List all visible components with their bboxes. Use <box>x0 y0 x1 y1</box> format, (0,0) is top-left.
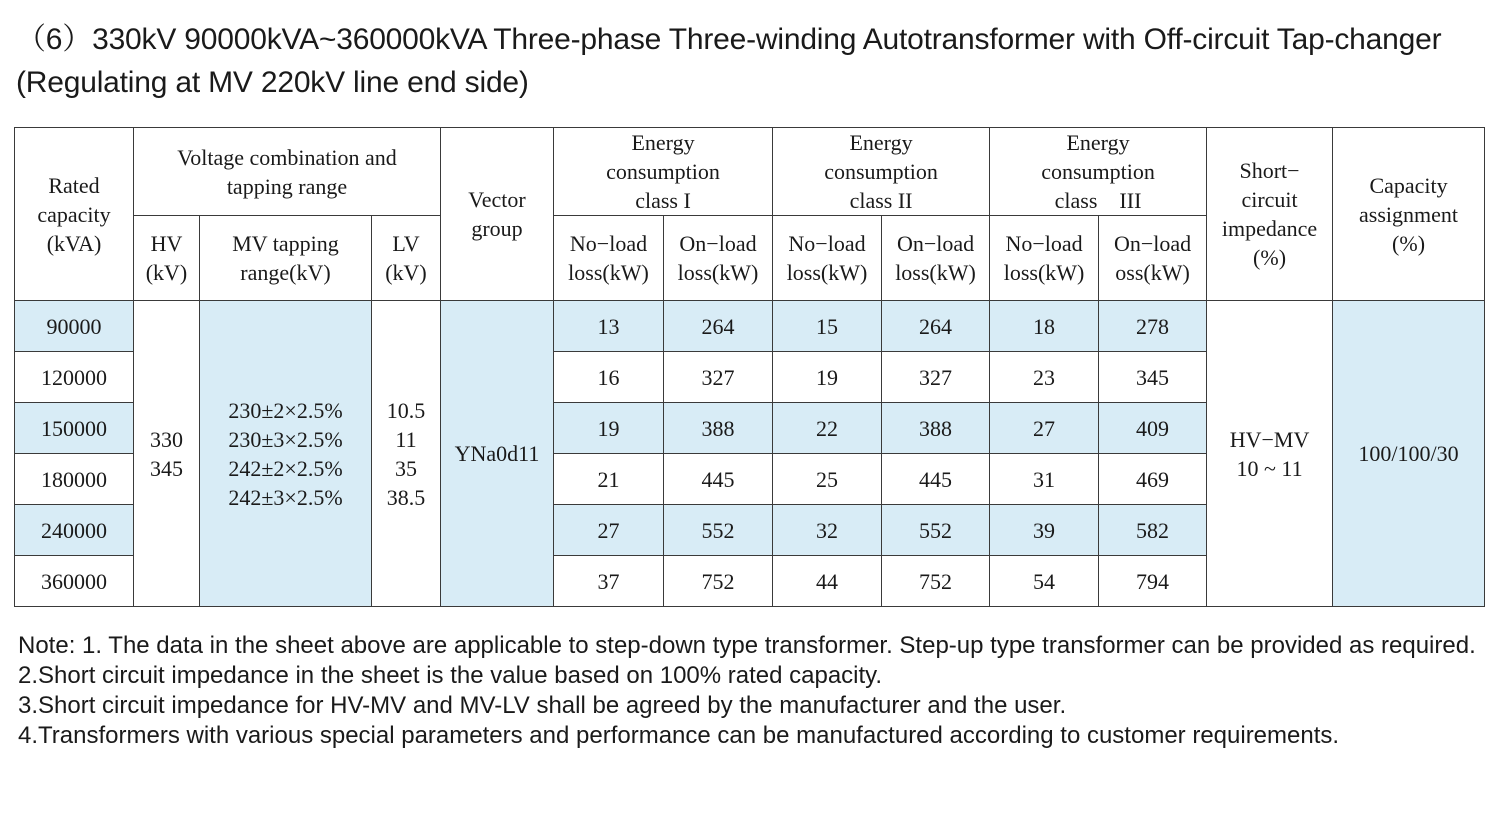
header-onload-class-1 <box>664 216 773 301</box>
cell-capacity-assignment: 100/100/30 <box>1333 301 1485 607</box>
header-onload-class-3 <box>1099 216 1207 301</box>
header-onload-class-2 <box>882 216 990 301</box>
header-text: loss(kW) <box>895 260 976 285</box>
impedance-value: HV−MV <box>1229 426 1310 452</box>
note-2: 2.Short circuit impedance in the sheet is the value based on 100% rated capacity. <box>18 662 883 689</box>
cell-c3-noload: 31 <box>990 454 1099 505</box>
header-text: consumption <box>606 159 720 184</box>
cell-c2-onload: 445 <box>882 454 990 505</box>
header-text: class II <box>849 188 913 213</box>
header-noload-class-2 <box>773 216 882 301</box>
spec-table <box>14 127 1485 607</box>
cell-mv-tapping-values <box>200 301 372 607</box>
hv-value: 330 <box>150 426 183 452</box>
header-voltage-combination <box>134 128 441 216</box>
header-text: Energy <box>849 130 913 155</box>
cell-c1-noload: 13 <box>554 301 664 352</box>
cell-c1-onload: 445 <box>664 454 773 505</box>
cell-capacity: 180000 <box>15 454 134 505</box>
header-text: Short− <box>1239 158 1300 183</box>
header-text: oss(kW) <box>1115 260 1190 285</box>
header-text: No−load <box>788 231 866 256</box>
header-text: circuit <box>1241 187 1298 212</box>
header-text: loss(kW) <box>677 260 759 285</box>
cell-c2-onload: 264 <box>882 301 990 352</box>
header-text: (kVA) <box>46 230 102 256</box>
cell-c3-onload: 794 <box>1099 556 1207 607</box>
cell-c3-noload: 18 <box>990 301 1099 352</box>
cell-c2-onload: 327 <box>882 352 990 403</box>
header-text: consumption <box>1041 159 1155 184</box>
header-mv-tapping <box>200 216 372 301</box>
cell-c3-noload: 54 <box>990 556 1099 607</box>
cell-c1-onload: 752 <box>664 556 773 607</box>
cell-c3-onload: 582 <box>1099 505 1207 556</box>
cell-c1-noload: 19 <box>554 403 664 454</box>
header-text: No−load <box>569 231 648 256</box>
page-title: （6）330kV 90000kVA~360000kVA Three-phase Three-winding Autotransformer with Off-circuit Tap-changer (Regulating at MV 220kV line end side) <box>16 23 1442 99</box>
header-text: Rated <box>48 172 100 198</box>
cell-hv-values <box>134 301 200 607</box>
header-text: Voltage combination and tapping range <box>177 144 397 199</box>
header-text: range(kV) <box>240 260 331 285</box>
header-text: Vector <box>468 187 526 212</box>
header-text: Energy <box>631 130 695 155</box>
header-text: (kV) <box>385 260 427 285</box>
cell-c2-noload: 15 <box>773 301 882 352</box>
cell-c2-noload: 44 <box>773 556 882 607</box>
header-text: LV <box>392 231 420 256</box>
cell-impedance <box>1207 301 1333 607</box>
cell-c1-onload: 552 <box>664 505 773 556</box>
cell-c2-onload: 752 <box>882 556 990 607</box>
cell-c2-onload: 388 <box>882 403 990 454</box>
cell-c1-noload: 16 <box>554 352 664 403</box>
cell-c3-noload: 27 <box>990 403 1099 454</box>
cell-c1-noload: 37 <box>554 556 664 607</box>
note-4: 4.Transformers with various special parameters and performance can be manufactured according to customer requirements. <box>18 722 1340 749</box>
header-text: HV <box>150 231 183 256</box>
lv-value: 11 <box>395 426 417 452</box>
header-capacity-assignment <box>1333 128 1485 301</box>
header-text: group <box>471 216 523 241</box>
note-3: 3.Short circuit impedance for HV-MV and MV-LV shall be agreed by the manufacturer and the user. <box>18 692 1067 719</box>
header-text: assignment <box>1359 201 1459 227</box>
cell-capacity: 150000 <box>15 403 134 454</box>
mv-tapping-value: 242±3×2.5% <box>228 484 343 510</box>
cell-c3-noload: 23 <box>990 352 1099 403</box>
header-text: class III <box>1054 188 1142 213</box>
header-class-2 <box>773 128 990 216</box>
header-text: On−load <box>1113 231 1192 256</box>
impedance-value: 10 ~ 11 <box>1236 455 1303 481</box>
cell-c1-onload: 327 <box>664 352 773 403</box>
header-text: (kV) <box>145 260 188 285</box>
header-hv <box>134 216 200 301</box>
header-text: impedance <box>1221 216 1318 241</box>
cell-capacity: 90000 <box>15 301 134 352</box>
header-lv <box>372 216 441 301</box>
cell-c3-onload: 345 <box>1099 352 1207 403</box>
header-text: On−load <box>896 231 975 256</box>
notes <box>18 631 1482 751</box>
cell-c3-onload: 278 <box>1099 301 1207 352</box>
header-text: loss(kW) <box>568 260 649 285</box>
cell-c1-onload: 264 <box>664 301 773 352</box>
cell-c2-noload: 32 <box>773 505 882 556</box>
cell-c1-noload: 27 <box>554 505 664 556</box>
header-class-3 <box>990 128 1207 216</box>
cell-lv-values <box>372 301 441 607</box>
cell-c2-noload: 22 <box>773 403 882 454</box>
header-text: On−load <box>679 231 757 256</box>
header-noload-class-1 <box>554 216 664 301</box>
note-1: Note: 1. The data in the sheet above are applicable to step-down type transformer. Step-up type transformer can be provided as required. <box>18 632 1476 659</box>
header-text: Capacity <box>1369 172 1448 198</box>
lv-value: 35 <box>395 455 417 481</box>
header-class-1 <box>554 128 773 216</box>
cell-vector-group: YNa0d11 <box>441 301 554 607</box>
cell-c2-noload: 19 <box>773 352 882 403</box>
cell-capacity: 240000 <box>15 505 134 556</box>
cell-capacity: 120000 <box>15 352 134 403</box>
mv-tapping-value: 242±2×2.5% <box>228 455 343 481</box>
header-text: Energy <box>1066 130 1130 155</box>
cell-c1-noload: 21 <box>554 454 664 505</box>
header-rated-capacity <box>15 128 134 301</box>
mv-tapping-value: 230±3×2.5% <box>228 426 343 452</box>
header-text: (%) <box>1392 230 1426 256</box>
cell-c3-onload: 469 <box>1099 454 1207 505</box>
cell-c1-onload: 388 <box>664 403 773 454</box>
cell-c2-noload: 25 <box>773 454 882 505</box>
header-text: (%) <box>1253 245 1287 270</box>
cell-c3-noload: 39 <box>990 505 1099 556</box>
cell-c2-onload: 552 <box>882 505 990 556</box>
header-text: loss(kW) <box>786 260 868 285</box>
cell-c3-onload: 409 <box>1099 403 1207 454</box>
header-text: No−load <box>1005 231 1083 256</box>
header-impedance <box>1207 128 1333 301</box>
header-noload-class-3 <box>990 216 1099 301</box>
lv-value: 10.5 <box>386 397 426 423</box>
header-vector-group <box>441 128 554 301</box>
cell-capacity: 360000 <box>15 556 134 607</box>
mv-tapping-value: 230±2×2.5% <box>228 397 343 423</box>
lv-value: 38.5 <box>386 484 426 510</box>
header-text: MV tapping <box>232 231 339 256</box>
header-text: class I <box>635 188 691 213</box>
hv-value: 345 <box>150 455 183 481</box>
header-text: consumption <box>824 159 938 184</box>
header-text: capacity <box>37 201 111 227</box>
header-text: loss(kW) <box>1003 260 1085 285</box>
